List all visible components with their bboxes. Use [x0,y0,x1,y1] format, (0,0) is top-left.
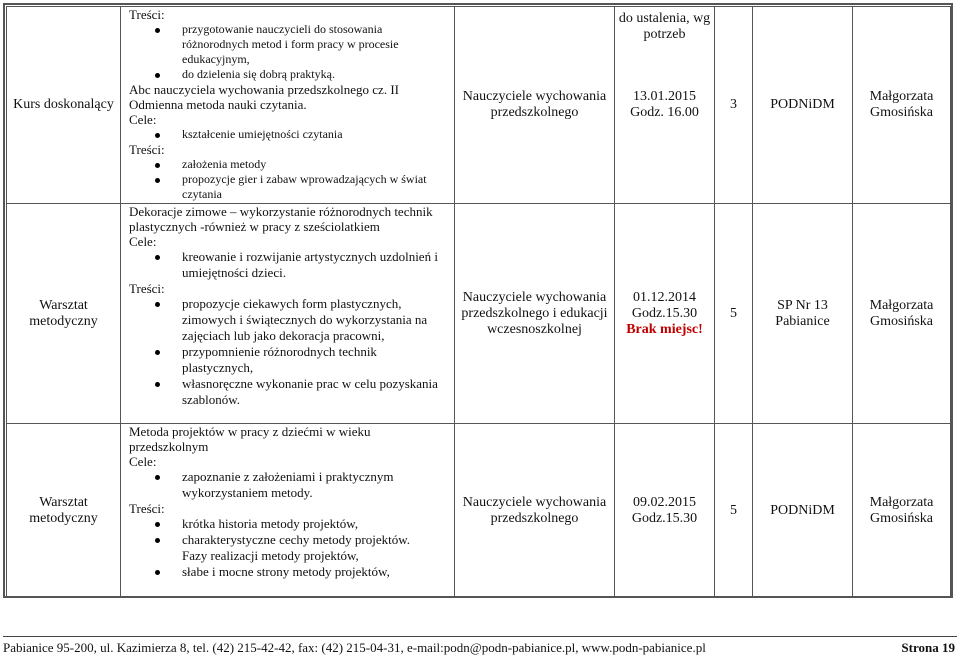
time-value: Godz.15.30 [631,305,698,321]
list-item: kształcenie umiejętności czytania [129,127,448,142]
training-plan-table [6,6,951,598]
list-item: założenia metody [129,157,448,172]
cele-list [129,127,448,142]
row-description [121,204,455,424]
row-audience: Nauczyciele wychowania przedszkolnego [455,7,615,204]
row-leader: Małgorzata Gmosińska [853,424,951,598]
row-date [615,204,715,424]
row-hours: 5 [715,424,753,598]
label-cele: Cele: [129,234,157,249]
row-type: Warsztat metodyczny [7,204,121,424]
row-place: SP Nr 13 Pabianice [753,204,853,424]
row-leader: Małgorzata Gmosińska [853,7,951,204]
date-value: 13.01.2015 [633,89,696,104]
tresci-list [129,22,448,82]
date-value: 09.02.2015 [633,494,696,510]
label-tresci: Treści: [129,501,165,516]
list-item: propozycje ciekawych form plastycznych, zimowych i świątecznych do wykorzystania na zajęciach lub jako dekoracja pracowni, [129,296,448,344]
row-audience: Nauczyciele wychowania przedszkolnego [455,424,615,598]
row-description [121,424,455,598]
footer-divider [3,636,957,637]
date-value: 01.12.2014 [633,289,696,305]
row-type: Kurs doskonalący [7,7,121,204]
label-tresci: Treści: [129,281,165,296]
list-item: przypomnienie różnorodnych technik plastycznych, [129,344,448,376]
list-item: przygotowanie nauczycieli do stosowania różnorodnych metod i form pracy w procesie edukacyjnym, [129,22,448,67]
page-number: Strona 19 [901,640,955,655]
list-item: do dzielenia się dobrą praktyką. [129,67,448,82]
label-tresci: Treści: [129,142,165,157]
list-item: zapoznanie z założeniami i praktycznym wykorzystaniem metody. [129,469,448,501]
tresci-list [129,157,448,202]
table-row [7,204,951,424]
list-item: słabe i mocne strony metody projektów, [129,564,448,580]
row-date [615,7,715,204]
tresci-list [129,564,448,580]
cele-list [129,249,448,281]
time-value: Godz.15.30 [631,510,698,526]
list-continuation: Fazy realizacji metody projektów, [182,548,359,563]
label-cele: Cele: [129,112,157,127]
course-title: Metoda projektów w pracy z dziećmi w wieku przedszkolnym [129,424,371,454]
row-place: PODNiDM [753,7,853,204]
list-item: własnoręczne wykonanie prac w celu pozyskania szablonów. [129,376,448,408]
list-item: kreowanie i rozwijanie artystycznych uzdolnień i umiejętności dzieci. [129,249,448,281]
cele-list [129,469,448,501]
row-type: Warsztat metodyczny [7,424,121,598]
row-hours: 5 [715,204,753,424]
row-date [615,424,715,598]
row-hours: 3 [715,7,753,204]
no-seats-notice: Brak miejsc! [626,321,703,337]
label-cele: Cele: [129,454,157,469]
course-title: Dekoracje zimowe – wykorzystanie różnorodnych technik plastycznych -również w pracy z sześciolatkiem [129,204,433,234]
tresci-list [129,516,448,548]
row-description [121,7,455,204]
label-tresci: Treści: [129,7,165,22]
footer-address: Pabianice 95-200, ul. Kazimierza 8, tel. (42) 215-42-42, fax: (42) 215-04-31, e-mail:podn@podn-pabianice.pl, www.podn-pabianice.pl [3,640,706,655]
list-item: charakterystyczne cechy metody projektów. [129,532,448,548]
time-value: Godz. 16.00 [630,105,699,120]
table-row [7,424,951,598]
list-item: krótka historia metody projektów, [129,516,448,532]
table-row [7,7,951,204]
row-leader: Małgorzata Gmosińska [853,204,951,424]
list-item: propozycje gier i zabaw wprowadzających w świat czytania [129,172,448,202]
row-audience: Nauczyciele wychowania przedszkolnego i edukacji wczesnoszkolnej [455,204,615,424]
course-title: Abc nauczyciela wychowania przedszkolnego cz. II Odmienna metoda nauki czytania. [129,82,399,112]
date-to-be-set: do ustalenia, wg potrzeb [618,11,711,42]
row-place: PODNiDM [753,424,853,598]
tresci-list [129,296,448,408]
